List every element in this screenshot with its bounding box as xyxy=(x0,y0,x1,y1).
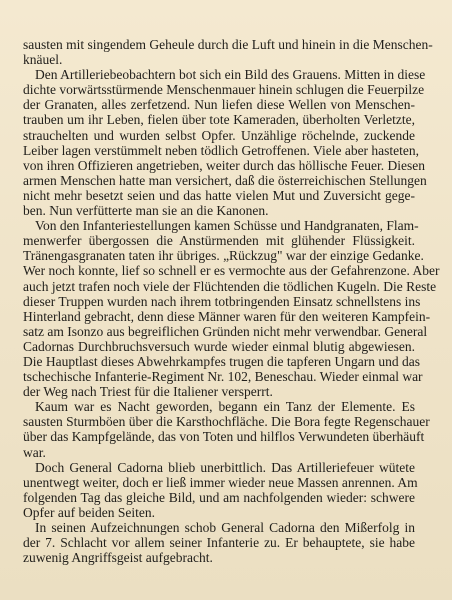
text-line: der Weg nach Triest für die Italiener versperrt. xyxy=(23,384,273,400)
text-line: Opfer auf beiden Seiten. xyxy=(23,504,155,520)
text-line: Hinterland gebracht, denn diese Männer waren für den weiteren Kampfein- xyxy=(23,308,431,324)
text-line: armen Menschen hatte man versichert, daß die österreichischen Stellungen xyxy=(23,172,427,188)
text-line: knäuel. xyxy=(23,52,63,68)
text-line: folgenden Tag das gleiche Bild, und am nachfolgenden wieder: schwere xyxy=(23,489,415,505)
paragraph-1 xyxy=(23,37,433,68)
paragraph-6 xyxy=(23,520,415,565)
text-line: ben. Nun verfütterte man sie an die Kanonen. xyxy=(23,203,269,219)
text-line: Von den Infanteriestellungen kamen Schüsse und Handgranaten, Flam- xyxy=(35,218,419,234)
paragraph-5 xyxy=(23,459,418,520)
text-line: Tränengasgranaten taten ihr übriges. „Rückzug" war der einzige Gedanke. xyxy=(23,248,424,264)
text-line: Die Hauptlast dieses Abwehrkampfes trugen die tapferen Ungarn und das xyxy=(23,353,421,369)
text-line: dieser Truppen wurden nach ihrem totbringenden Einsatz schnellstens ins xyxy=(23,293,421,309)
text-line: satz am Isonzo aus begreiflichen Gründen nicht mehr verwendbar. General xyxy=(23,323,428,339)
text-line: strauchelten und wurden selbst Opfer. Unzählige röchelnde, zuckende xyxy=(23,127,415,143)
text-line: menwerfer übergossen die Anstürmenden mit glühender Flüssigkeit. xyxy=(23,233,415,249)
paragraph-4 xyxy=(23,399,430,460)
text-line: In seinen Aufzeichnungen schob General Cadorna den Mißerfolg in xyxy=(35,520,415,535)
text-line: Kaum war es Nacht geworden, begann ein Tanz der Elemente. Es xyxy=(35,399,415,415)
text-line: tschechische Infanterie-Regiment Nr. 102, Beneschau. Wieder einmal war xyxy=(23,369,423,385)
text-line: von ihren Offizieren angetrieben, weiter durch das höllische Feuer. Diesen xyxy=(23,157,425,173)
text-line: nicht mehr besetzt seien und das hatte vielen Mut und Zuversicht gege- xyxy=(23,187,415,203)
text-line: Cadornas Durchbruchsversuch wurde wieder einmal blutig abgewiesen. xyxy=(23,338,415,354)
text-line: war. xyxy=(23,444,46,460)
text-line: auch jetzt trafen noch viele der Flüchtenden die tödlichen Kugeln. Die Reste xyxy=(23,278,437,294)
text-line: Wer noch konnte, lief so schnell er es vermochte aus der Gefahrenzone. Aber xyxy=(23,263,440,279)
text-line: zuwenig Angriffsgeist aufgebracht. xyxy=(23,550,213,566)
text-line: Doch General Cadorna blieb unerbittlich. Das Artilleriefeuer wütete xyxy=(35,459,415,475)
text-line: trauben um ihr Leben, fielen über tote Kameraden, überholten Verletzte, xyxy=(23,112,415,128)
text-line: unentwegt weiter, doch er ließ immer wieder neue Massen anrennen. Am xyxy=(23,474,418,490)
text-line: der 7. Schlacht vor allem seiner Infanterie zu. Er behauptete, sie habe xyxy=(23,535,415,551)
text-line: der Granaten, alles zerfetzend. Nun liefen diese Wellen von Menschen- xyxy=(23,97,415,113)
text-line: sausten mit singendem Geheule durch die Luft und hinein in die Menschen- xyxy=(23,37,433,52)
paragraph-3 xyxy=(23,218,440,400)
text-line: über das Kampfgelände, das von Toten und hilflos Verwundeten überhäuft xyxy=(23,429,425,445)
text-line: Leiber lagen verstümmelt neben tödlich Getroffenen. Viele aber hasteten, xyxy=(23,142,420,158)
paragraph-2 xyxy=(23,67,427,219)
text-line: sausten Sturmböen über die Karsthochfläche. Die Bora fegte Regenschauer xyxy=(23,414,430,430)
text-column xyxy=(23,37,440,566)
text-line: Den Artilleriebeobachtern bot sich ein Bild des Grauens. Mitten in diese xyxy=(35,67,426,83)
text-line: dichte vorwärtsstürmende Menschenmauer hinein schlugen die Feuerpilze xyxy=(23,82,425,98)
